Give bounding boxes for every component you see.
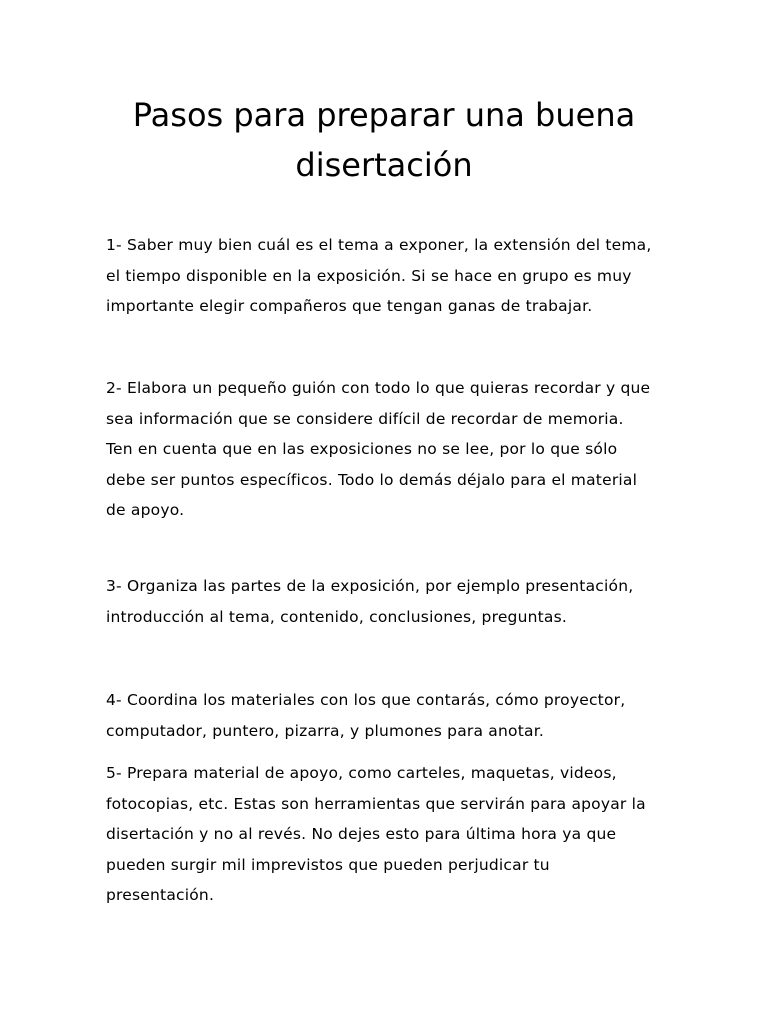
step-4-paragraph: 4- Coordina los materiales con los que contarás, cómo proyector, computador, puntero, pizarra, y plumones para anotar. [106,691,626,740]
step-3-paragraph: 3- Organiza las partes de la exposición, por ejemplo presentación, introducción al tema, contenido, conclusiones, preguntas. [106,577,634,626]
step-5-paragraph: 5- Prepara material de apoyo, como carteles, maquetas, videos, fotocopias, etc. Estas son herramientas que servirán para apoyar la disertación y no al revés. No dejes esto para última hora ya que pueden surgir mil imprevistos que pueden perjudicar tu presentación. [106,764,646,904]
step-1-paragraph: 1- Saber muy bien cuál es el tema a exponer, la extensión del tema, el tiempo disponible en la exposición. Si se hace en grupo es muy importante elegir compañeros que tengan ganas de trabajar. [106,236,652,315]
page-title: Pasos para preparar una buena disertación [132,96,636,184]
step-2-paragraph: 2- Elabora un pequeño guión con todo lo que quieras recordar y que sea información que se considere difícil de recordar de memoria. Ten en cuenta que en las exposiciones no se lee, por lo que sólo debe ser puntos específicos. Todo lo demás déjalo para el material de apoyo. [106,379,651,519]
